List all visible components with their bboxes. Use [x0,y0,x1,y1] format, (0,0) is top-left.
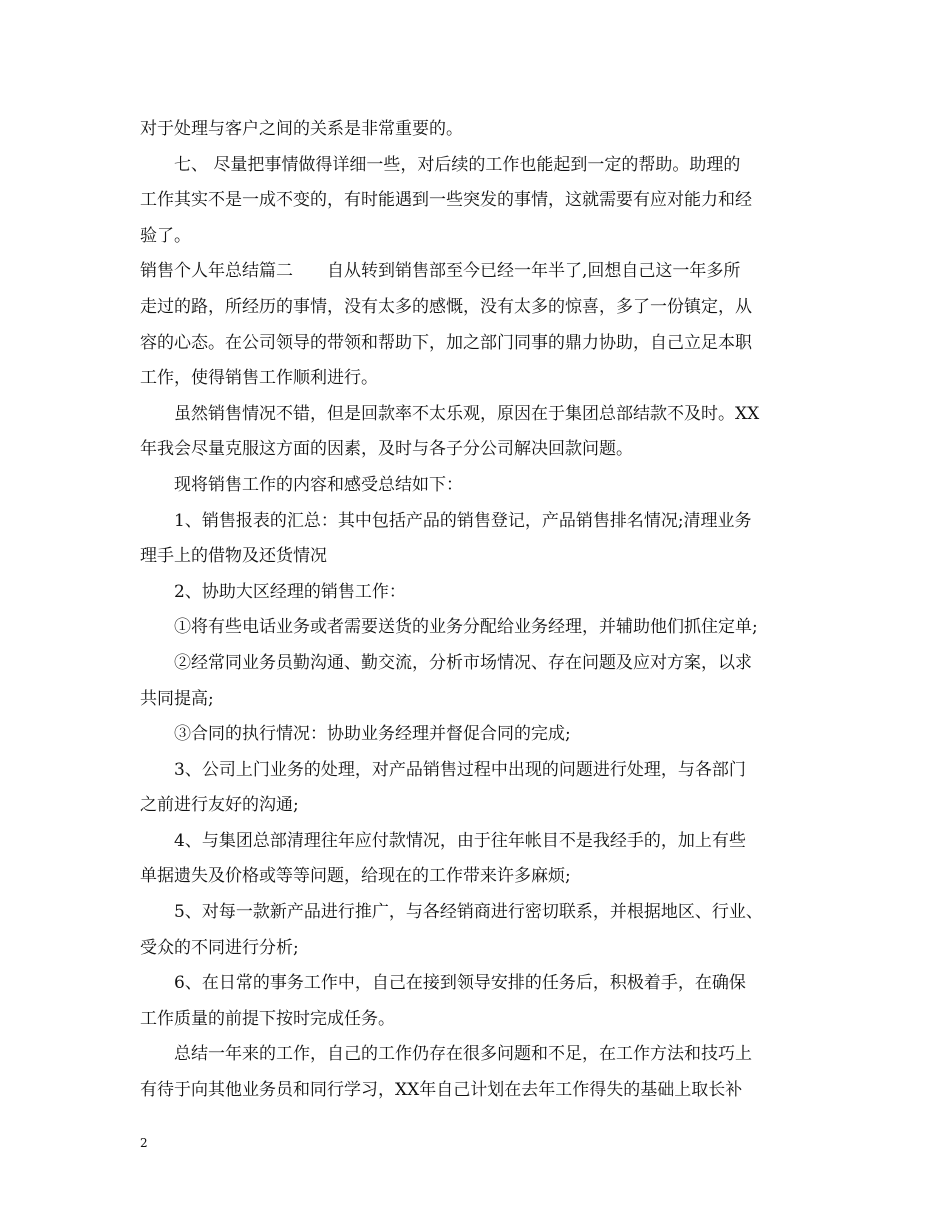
list-item-line: 6、在日常的事务工作中，自己在接到领导安排的任务后，积极着手，在确保 [174,973,746,994]
text-line: 之前进行友好的沟通; [140,795,299,816]
text-line: 受众的不同进行分析; [140,937,299,958]
text-line: 总结一年来的工作，自己的工作仍存在很多问题和不足，在工作方法和技巧上 [174,1044,752,1065]
list-item-line: 2、协助大区经理的销售工作： [174,581,406,602]
list-item-line: 3、公司上门业务的处理，对产品销售过程中出现的问题进行处理，与各部门 [174,759,746,780]
text-line: 工作，使得销售工作顺利进行。 [140,368,378,389]
text-line: 现将销售工作的内容和感受总结如下： [174,474,463,495]
text-line: 年我会尽量克服这方面的因素，及时与各子分公司解决回款问题。 [140,439,633,460]
text-line: 虽然销售情况不错，但是回款率不太乐观，原因在于集团总部结款不及时。XX [174,403,760,424]
text-line: 七、 尽量把事情做得详细一些，对后续的工作也能起到一定的帮助。助理的 [174,154,741,175]
list-item-line: ③合同的执行情况：协助业务经理并督促合同的完成; [174,724,571,745]
section-title-line: 销售个人年总结篇二 自从转到销售部至今已经一年半了,回想自己这一年多所 [140,261,741,282]
document-body [140,112,820,1109]
page-number: 2 [140,1136,148,1150]
text-line: 单据遗失及价格或等等问题，给现在的工作带来许多麻烦; [140,866,571,887]
text-line: 容的心态。在公司领导的带领和帮助下，加之部门同事的鼎力协助，自己立足本职 [140,332,752,353]
text-line: 共同提高; [140,688,214,709]
list-item-line: ①将有些电话业务或者需要送货的业务分配给业务经理，并辅助他们抓住定单; [174,617,758,638]
text-line: 工作质量的前提下按时完成任务。 [140,1008,395,1029]
list-item-line: 1、销售报表的汇总：其中包括产品的销售登记，产品销售排名情况;清理业务 [174,510,752,531]
text-line: 走过的路，所经历的事情，没有太多的感慨，没有太多的惊喜，多了一份镇定，从 [140,296,752,317]
text-line: 理手上的借物及还货情况 [140,546,327,567]
text-line: 验了。 [140,225,191,246]
list-item-line: 5、对每一款新产品进行推广，与各经销商进行密切联系，并根据地区、行业、 [174,902,763,923]
list-item-line: ②经常同业务员勤沟通、勤交流，分析市场情况、存在问题及应对方案，以求 [174,652,752,673]
text-line: 工作其实不是一成不变的，有时能遇到一些突发的事情，这就需要有应对能力和经 [140,190,752,211]
text-line: 对于处理与客户之间的关系是非常重要的。 [140,119,463,139]
list-item-line: 4、与集团总部清理往年应付款情况，由于往年帐目不是我经手的，加上有些 [174,830,746,851]
text-line: 有待于向其他业务员和同行学习，XX年自己计划在去年工作得失的基础上取长补 [140,1080,743,1101]
